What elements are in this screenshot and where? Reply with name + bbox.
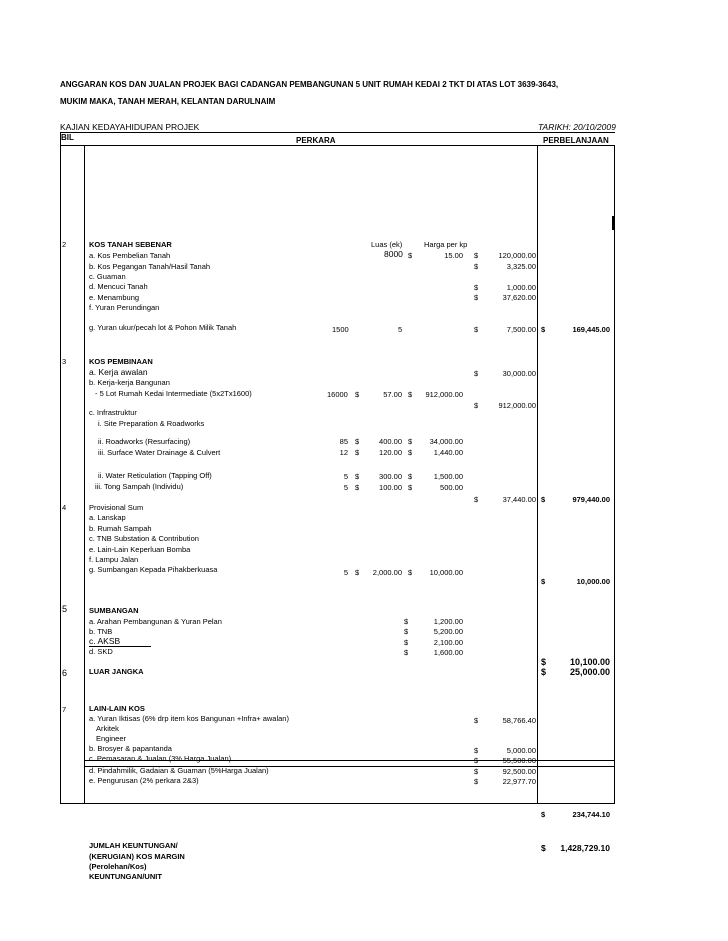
sec6-total: 25,000.00 <box>569 667 610 677</box>
sec3-ciii: iii. Surface Water Drainage & Culvert <box>98 448 221 457</box>
sec2-a-amt-cur: $ <box>474 251 479 260</box>
sec3-ciii-rate-cur: $ <box>355 448 360 457</box>
summary-l3: (Perolehan/Kos) <box>89 862 147 871</box>
sec2-a-amt: 120,000.00 <box>498 251 536 260</box>
sec2-total: 169,445.00 <box>572 325 610 334</box>
sec3-b-total: 912,000.00 <box>498 401 536 410</box>
sec7-b: b. Brosyer & papantanda <box>89 744 172 753</box>
sec7-c-amt: 55,500.00 <box>502 756 536 765</box>
sec2-g-cur: $ <box>474 325 479 334</box>
sec7-a: a. Yuran Iktisas (6% drp item kos Bangunan +Infra+ awalan) <box>89 714 289 723</box>
sec3-civ-amt-cur: $ <box>408 472 413 481</box>
sec7-c: c. Pemasaran & Jualan (3% Harga Jualan) <box>89 754 232 763</box>
sec5-a-amt: 1,200.00 <box>433 617 463 626</box>
sec2-total-cur: $ <box>541 325 546 334</box>
sec2-a-luas: 8000 <box>384 249 403 259</box>
sec3-civ-rate: 300.00 <box>379 472 402 481</box>
sec3-b: b. Kerja-kerja Bangunan <box>89 378 170 387</box>
sec4-title: Provisional Sum <box>89 503 144 512</box>
col-header-bil: BIL <box>61 133 74 142</box>
sec5-b: b. TNB <box>89 627 113 636</box>
sec7-c-cur: $ <box>474 756 479 765</box>
sec4-c: c. TNB Substation & Contribution <box>89 534 199 543</box>
sec5-c-cur: $ <box>404 638 409 647</box>
sec3-cv-rate: 100.00 <box>379 483 402 492</box>
sec5-b-amt: 5,200.00 <box>433 627 463 636</box>
sec2-b: b. Kos Pegangan Tanah/Hasil Tanah <box>89 262 211 271</box>
sec2-d-amt: 1,000.00 <box>506 283 536 292</box>
summary-l1: JUMLAH KEUNTUNGAN/ <box>89 841 178 850</box>
table-bottom-rule <box>60 803 615 804</box>
sec4-g-rate: 2,000.00 <box>372 568 402 577</box>
sec6-total-cur: $ <box>541 667 547 677</box>
sec3-civ-qty: 5 <box>343 472 348 481</box>
sec3-civ-amt: 1,500.00 <box>433 472 463 481</box>
sec4-total: 10,000.00 <box>576 577 610 586</box>
sec2-b-amt: 3,325.00 <box>506 262 536 271</box>
sec3-b1-rate-cur: $ <box>355 390 360 399</box>
sec3-c-total-cur: $ <box>474 495 479 504</box>
sec2-d-cur: $ <box>474 283 479 292</box>
sec3-cii-amt: 34,000.00 <box>429 437 463 446</box>
sec4-g-amt: 10,000.00 <box>429 568 463 577</box>
sec2-col-luas: Luas (ek) <box>371 240 403 249</box>
summary-total: 1,428,729.10 <box>560 843 610 853</box>
sec3-cv-amt-cur: $ <box>408 483 413 492</box>
sec3-a-cur: $ <box>474 369 479 378</box>
sec4-a: a. Lanskap <box>89 513 126 522</box>
sec7-total: 234,744.10 <box>572 810 610 819</box>
sec7-e-amt: 22,977.70 <box>502 777 536 786</box>
sec5-d-amt: 1,600.00 <box>433 648 463 657</box>
sec7-a-cur: $ <box>474 716 479 725</box>
sec3-title: KOS PEMBINAAN <box>89 357 153 366</box>
summary-l4: KEUNTUNGAN/UNIT <box>89 872 162 881</box>
sec3-ciii-rate: 120.00 <box>379 448 402 457</box>
sec5-title: SUMBANGAN <box>89 606 139 615</box>
sec7-bil: 7 <box>62 705 67 714</box>
table-header-rule <box>60 145 615 146</box>
sec3-civ-rate-cur: $ <box>355 472 360 481</box>
sec3-cii-rate-cur: $ <box>355 437 360 446</box>
sec2-a: a. Kos Pembelian Tanah <box>89 251 171 260</box>
sec3-cii-qty: 85 <box>339 437 348 446</box>
sec2-c: c. Guaman <box>89 272 126 281</box>
sec2-col-harga: Harga per kp <box>424 240 468 249</box>
col-header-perbelanjaan: PERBELANJAAN <box>543 136 609 145</box>
table-left-border <box>60 132 61 804</box>
sec5-a: a. Arahan Pembangunan & Yuran Pelan <box>89 617 222 626</box>
sec4-g-rate-cur: $ <box>355 568 360 577</box>
sec5-total-cur: $ <box>541 657 547 667</box>
perbelanjaan-divider <box>537 145 538 804</box>
sec3-cv-amt: 500.00 <box>440 483 463 492</box>
sec3-c-total: 37,440.00 <box>502 495 536 504</box>
sec7-b-cur: $ <box>474 746 479 755</box>
sec4-g-amt-cur: $ <box>408 568 413 577</box>
doc-title-line2: MUKIM MAKA, TANAH MERAH, KELANTAN DARULNAIM <box>60 97 276 106</box>
sec2-a-cur: $ <box>408 251 413 260</box>
sec7-total-cur: $ <box>541 810 546 819</box>
col-header-perkara: PERKARA <box>296 136 336 145</box>
sec2-e: e. Menambung <box>89 293 140 302</box>
doc-title-line1: ANGGARAN KOS DAN JUALAN PROJEK BAGI CADANGAN PEMBANGUNAN 5 UNIT RUMAH KEDAI 2 TKT DI ATAS LOT 3639-3643, <box>60 80 559 89</box>
sec3-bil: 3 <box>62 357 67 366</box>
sec3-cii-rate: 400.00 <box>379 437 402 446</box>
sec7-d: d. Pindahmilik, Gadaian & Guaman (5%Harga Jualan) <box>89 766 269 775</box>
sec4-total-cur: $ <box>541 577 546 586</box>
doc-subtitle: KAJIAN KEDAYAHIDUPAN PROJEK <box>60 122 200 132</box>
sec3-a-amt: 30,000.00 <box>502 369 536 378</box>
sec2-title: KOS TANAH SEBENAR <box>89 240 172 249</box>
sec7-title: LAIN-LAIN KOS <box>89 704 145 713</box>
sec6-bil: 6 <box>62 668 68 678</box>
sec3-b1-amt-cur: $ <box>408 390 413 399</box>
sec5-a-cur: $ <box>404 617 409 626</box>
sec4-g: g. Sumbangan Kepada Pihakberkuasa <box>89 565 218 574</box>
sec7-d-amt: 92,500.00 <box>502 767 536 776</box>
sec3-ciii-amt: 1,440.00 <box>433 448 463 457</box>
table-right-border <box>614 145 615 804</box>
sec5-d-cur: $ <box>404 648 409 657</box>
sec3-civ: ii. Water Reticulation (Tapping Off) <box>98 471 212 480</box>
sec5-c-amt: 2,100.00 <box>433 638 463 647</box>
sec3-b1-rate: 57.00 <box>383 390 402 399</box>
sec3-cii-amt-cur: $ <box>408 437 413 446</box>
doc-date: TARIKH: 20/10/2009 <box>538 122 616 132</box>
sec3-b1-qty: 16000 <box>327 390 348 399</box>
sec7-d-cur: $ <box>474 767 479 776</box>
bil-divider <box>84 145 85 804</box>
sec3-cv-rate-cur: $ <box>355 483 360 492</box>
sec4-f: f. Lampu Jalan <box>89 555 139 564</box>
sec2-g-amt: 7,500.00 <box>506 325 536 334</box>
sec3-total-cur: $ <box>541 495 546 504</box>
sec3-b1: - 5 Lot Rumah Kedai Intermediate (5x2Tx1600) <box>95 389 252 398</box>
sec2-e-cur: $ <box>474 293 479 302</box>
sec6-title: LUAR JANGKA <box>89 667 144 676</box>
sec3-ci: i. Site Preparation & Roadworks <box>98 419 205 428</box>
right-tick-mark <box>612 216 614 230</box>
sec2-e-amt: 37,620.00 <box>502 293 536 302</box>
sec3-cv-qty: 5 <box>343 483 348 492</box>
sec7-a-amt: 58,766.40 <box>502 716 536 725</box>
sec7-a1: Arkitek <box>96 724 119 733</box>
sec4-b: b. Rumah Sampah <box>89 524 152 533</box>
table-top-rule <box>60 132 615 133</box>
sec5-c: c. AKSB <box>89 636 121 646</box>
sec3-ciii-qty: 12 <box>339 448 348 457</box>
sec2-g: g. Yuran ukur/pecah lot & Pohon Milik Tanah <box>89 323 237 332</box>
sec4-e: e. Lain-Lain Keperluan Bomba <box>89 545 191 554</box>
sec5-d: d. SKD <box>89 647 113 656</box>
sec5-total: 10,100.00 <box>569 657 610 667</box>
sec5-b-cur: $ <box>404 627 409 636</box>
sec2-g-q2: 5 <box>398 325 403 334</box>
sec2-g-q1: 1500 <box>332 325 349 334</box>
summary-total-cur: $ <box>541 843 546 853</box>
sec3-cii: ii. Roadworks (Resurfacing) <box>98 437 191 446</box>
sec2-b-cur: $ <box>474 262 479 271</box>
sec3-cv: iii. Tong Sampah (Individu) <box>95 482 184 491</box>
sec3-total: 979,440.00 <box>572 495 610 504</box>
sec2-f: f. Yuran Perundingan <box>89 303 160 312</box>
sec5-bil: 5 <box>62 604 68 614</box>
sec4-g-qty: 5 <box>343 568 348 577</box>
sec7-e: e. Pengurusan (2% perkara 2&3) <box>89 776 199 785</box>
sec3-c: c. Infrastruktur <box>89 408 137 417</box>
sec7-e-cur: $ <box>474 777 479 786</box>
sec3-b-total-cur: $ <box>474 401 479 410</box>
sec3-ciii-amt-cur: $ <box>408 448 413 457</box>
sec3-a: a. Kerja awalan <box>89 367 148 377</box>
sec3-b1-amt: 912,000.00 <box>425 390 463 399</box>
sec7-a2: Engineer <box>96 734 127 743</box>
sec2-bil: 2 <box>62 240 67 249</box>
sec2-d: d. Mencuci Tanah <box>89 282 148 291</box>
summary-l2: (KERUGIAN) KOS MARGIN <box>89 852 185 861</box>
sec2-a-harga: 15.00 <box>444 251 463 260</box>
sec4-bil: 4 <box>62 503 67 512</box>
sec7-b-amt: 5,000.00 <box>506 746 536 755</box>
